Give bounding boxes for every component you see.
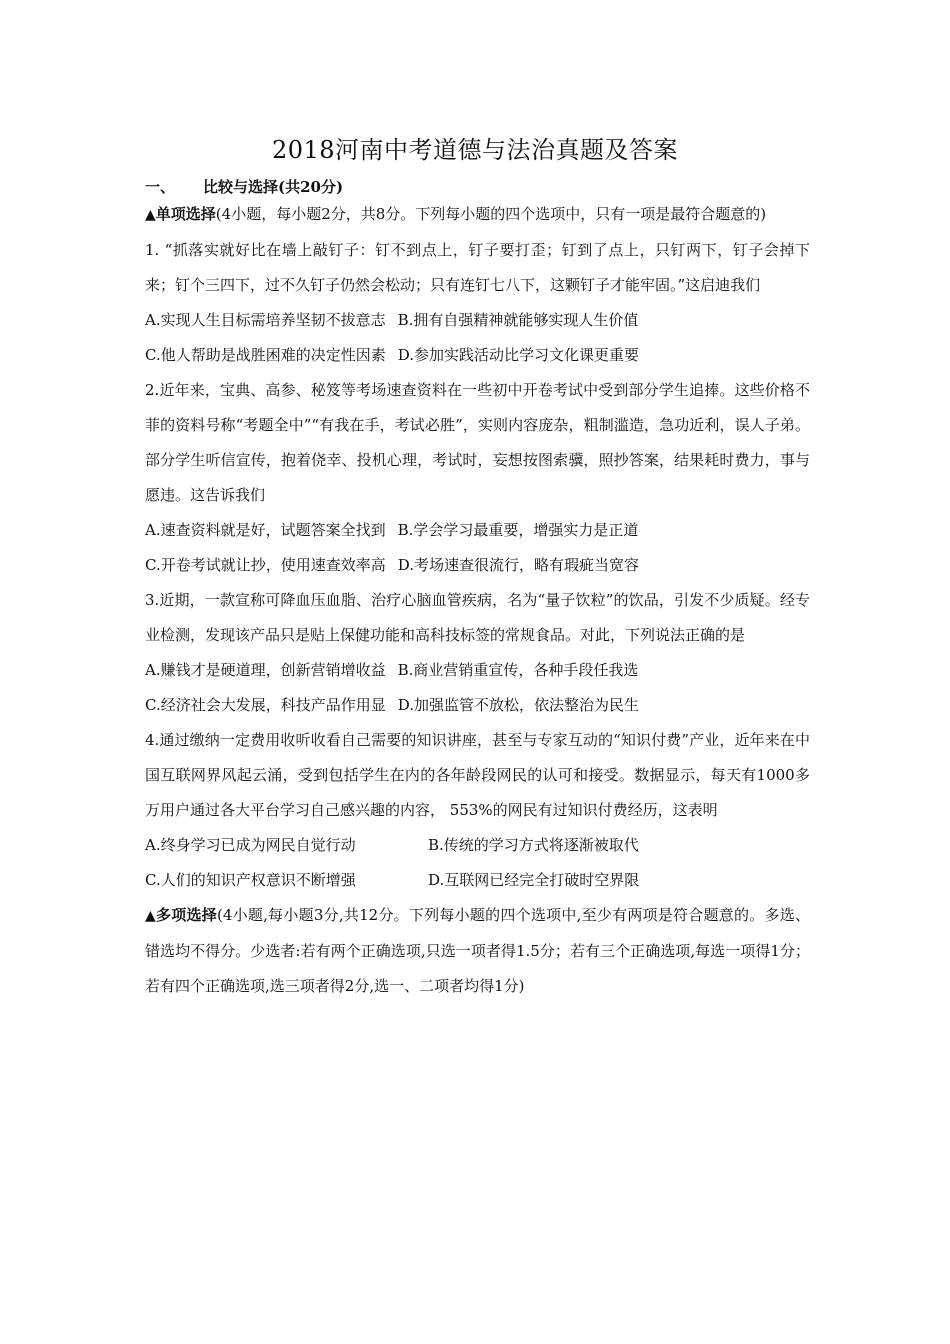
question-2-options-row-2 [145,548,810,583]
triangle-marker-icon: ▲ [145,908,157,924]
section-number: 一、 [145,178,176,196]
question-1-stem: 1. “抓落实就好比在墙上敲钉子：钉不到点上，钉子要打歪；钉到了点上，只钉两下，钉子会掉下来；钉个三四下，过不久钉子仍然会松动；只有连钉七八下，这颗钉子才能牢固。”这启迪我们 [145,241,810,294]
option: B.传统的学习方式将逐渐被取代 [428,836,639,854]
exam-body [145,197,810,1004]
single-choice-label: 单项选择 [155,205,216,223]
option: C.他人帮助是战胜困难的决定性因素 [145,346,386,364]
single-choice-note: (4小题，每小题2分，共8分。下列每小题的四个选项中，只有一项是最符合题意的) [215,205,767,223]
option: D.互联网已经完全打破时空界限 [428,871,640,889]
option: B.拥有自强精神就能够实现人生价值 [397,311,639,329]
question-1-options-row-1 [145,303,810,338]
section-label: 比较与选择(共20分) [203,178,344,196]
section-heading [145,175,343,199]
option: A.终身学习已成为网民自觉行动 [145,836,356,854]
option: B.学会学习最重要，增强实力是正道 [397,521,639,539]
option: C.人们的知识产权意识不断增强 [145,871,356,889]
option: C.开卷考试就让抄，使用速查效率高 [145,556,386,574]
option: A.实现人生目标需培养坚韧不拔意志 [145,311,386,329]
option: C.经济社会大发展，科技产品作用显 [145,696,386,714]
multi-choice-instructions [145,898,810,1004]
option: B.商业营销重宣传，各种手段任我选 [397,661,639,679]
page-title: 2018河南中考道德与法治真题及答案 [271,136,679,164]
question-4-options-row-1 [145,828,810,863]
single-choice-instructions [145,197,810,233]
option: D.考场速查很流行，略有瑕疵当宽容 [397,556,639,574]
question-4-options-row-2 [145,863,810,898]
question-2-options-row-1 [145,513,810,548]
question-3-options-row-2 [145,688,810,723]
question-3-stem: 3.近期，一款宣称可降血压血脂、治疗心脑血管疾病，名为“量子饮粒”的饮品，引发不少质疑。经专业检测，发现该产品只是贴上保健功能和高科技标签的常规食品。对此，下列说法正确的是 [145,591,810,644]
option: D.加强监管不放松，依法整治为民生 [397,696,639,714]
option: A.速查资料就是好，试题答案全找到 [145,521,386,539]
option: D.参加实践活动比学习文化课更重要 [397,346,639,364]
question-3-options-row-1 [145,653,810,688]
option: A.赚钱才是硬道理，创新营销增收益 [145,661,386,679]
question-4-stem: 4.通过缴纳一定费用收听收看自己需要的知识讲座，甚至与专家互动的“知识付费”产业，近年来在中国互联网界风起云涌，受到包括学生在内的各年龄段网民的认可和接受。数据显示，每天有1000多万用户通过各大平台学习自己感兴趣的内容， 553%的网民有过知识付费经历，这表明 [145,731,810,819]
question-2-stem: 2.近年来，宝典、高参、秘笈等考场速查资料在一些初中开卷考试中受到部分学生追捧。这些价格不菲的资料号称“考题全中”“有我在手，考试必胜”，实则内容庞杂，粗制滥造，急功近利，误人子弟。部分学生听信宣传，抱着侥幸、投机心理，考试时，妄想按图索骥，照抄答案，结果耗时费力，事与愿违。这告诉我们 [145,381,810,504]
multi-choice-label: 多项选择 [156,906,217,924]
question-1-options-row-2 [145,338,810,373]
multi-choice-note: (4小题,每小题3分,共12分。下列每小题的四个选项中,至少有两项是符合题意的。多选、错选均不得分。少选者:若有两个正确选项,只选一项者得1.5分；若有三个正确选项,每选一项得1分；若有四个正确选项,选三项者得2分,选一、二项者均得1分) [145,906,810,995]
triangle-marker-icon: ▲ [145,207,156,223]
